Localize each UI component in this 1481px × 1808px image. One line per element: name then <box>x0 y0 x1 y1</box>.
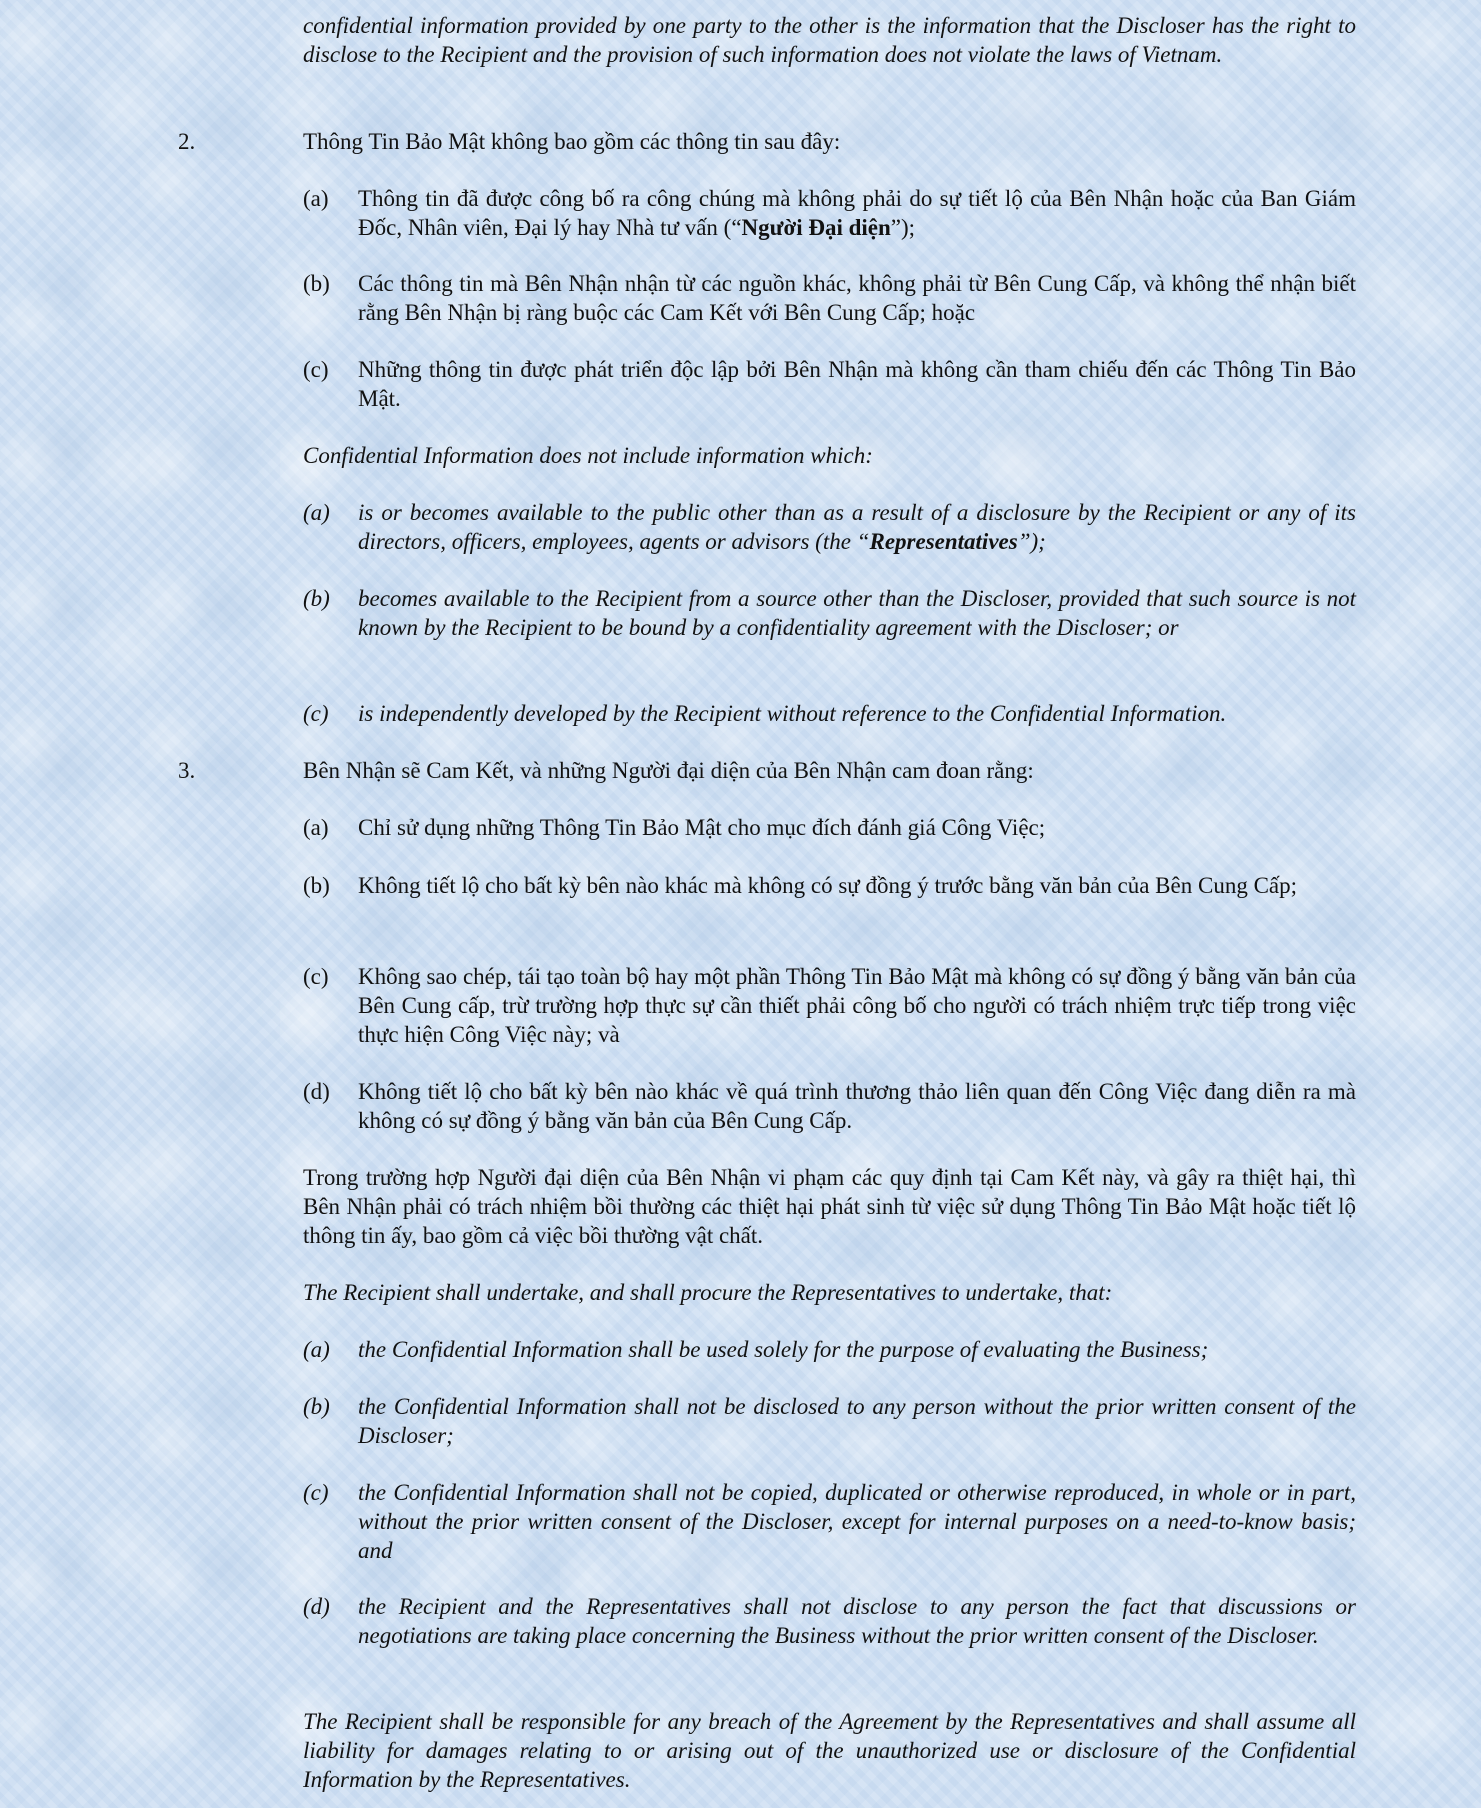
section-2-en-item-a <box>303 498 1356 556</box>
item-label: (a) <box>303 815 329 840</box>
item-text: the Confidential Information shall not be copied, duplicated or otherwise reproduced, in whole or in part, without the prior written consent of the Discloser, except for internal purposes on a need-to-know basis; and <box>358 1480 1356 1563</box>
item-text: becomes available to the Recipient from a source other than the Discloser, provided that such source is not known by the Recipient to be bound by a confidentiality agreement with the Discloser; or <box>358 586 1356 640</box>
section-3-heading-en: The Recipient shall undertake, and shall procure the Representatives to undertake, that: <box>303 1280 1113 1305</box>
section-2-vi-item-b <box>303 269 1356 327</box>
item-text: the Confidential Information shall not be disclosed to any person without the prior written consent of the Discloser; <box>358 1394 1356 1448</box>
item-label: (d) <box>303 1079 330 1104</box>
section-3-paragraph-vi: Trong trường hợp Người đại diện của Bên Nhận vi phạm các quy định tại Cam Kết này, và gây ra thiệt hại, thì Bên Nhận phải có trách nhiệm bồi thường các thiệt hại phát sinh từ việc sử dụng Thông Tin Bảo Mật hoặc tiết lộ thông tin ấy, bao gồm cả việc bồi thường vật chất. <box>303 1165 1356 1248</box>
section-3-en-item-a <box>303 1335 1356 1364</box>
item-label: (c) <box>303 357 329 382</box>
item-label: (c) <box>303 1480 329 1505</box>
item-text: Các thông tin mà Bên Nhận nhận từ các nguồn khác, không phải từ Bên Cung Cấp, và không thể nhận biết rằng Bên Nhận bị ràng buộc các Cam Kết với Bên Cung Cấp; hoặc <box>358 271 1356 325</box>
defined-term: Người Đại diện <box>741 215 891 240</box>
item-text: is independently developed by the Recipient without reference to the Confidential Information. <box>358 701 1227 726</box>
item-text: is or becomes available to the public other than as a result of a disclosure by the Recipient or any of its directors, officers, employees, agents or advisors (the “Representatives”); <box>358 500 1356 554</box>
section-3-vi-item-c <box>303 962 1356 1049</box>
item-label: (b) <box>303 1394 330 1419</box>
section-3-number: 3. <box>178 758 196 783</box>
section-3-heading-vi: Bên Nhận sẽ Cam Kết, và những Người đại diện của Bên Nhận cam đoan rằng: <box>303 758 1034 783</box>
item-text: Những thông tin được phát triển độc lập bởi Bên Nhận mà không cần tham chiếu đến các Thông Tin Bảo Mật. <box>358 357 1356 411</box>
item-label: (d) <box>303 1594 330 1619</box>
section-3-vi-item-a <box>303 813 1356 842</box>
section-3-vi-item-d <box>303 1077 1356 1135</box>
section-2-vi-item-a <box>303 184 1356 242</box>
section-2-heading-vi: Thông Tin Bảo Mật không bao gồm các thông tin sau đây: <box>303 129 841 154</box>
item-text: Không sao chép, tái tạo toàn bộ hay một phần Thông Tin Bảo Mật mà không có sự đồng ý bằng văn bản của Bên Cung cấp, trừ trường hợp thực sự cần thiết phải công bố cho người có trách nhiệm trực tiếp trong việc thực hiện Công Việc này; và <box>358 964 1356 1047</box>
section-2-en-item-c <box>303 699 1356 728</box>
section-3-paragraph-en: The Recipient shall be responsible for any breach of the Agreement by the Representatives and shall assume all liability for damages relating to or arising out of the unauthorized use or disclosure of the Confidential Information by the Representatives. <box>303 1709 1356 1792</box>
item-text: Thông tin đã được công bố ra công chúng mà không phải do sự tiết lộ của Bên Nhận hoặc của Ban Giám Đốc, Nhân viên, Đại lý hay Nhà tư vấn (“Người Đại diện”); <box>358 186 1356 240</box>
section-2-en-item-b <box>303 584 1356 642</box>
section-3-en-item-c <box>303 1478 1356 1565</box>
item-label: (a) <box>303 500 330 525</box>
section-2-number: 2. <box>178 129 196 154</box>
item-text: the Recipient and the Representatives shall not disclose to any person the fact that discussions or negotiations are taking place concerning the Business without the prior written consent of the Discloser. <box>358 1594 1356 1648</box>
item-label: (b) <box>303 586 330 611</box>
item-text: Chỉ sử dụng những Thông Tin Bảo Mật cho mục đích đánh giá Công Việc; <box>358 815 1046 840</box>
section-3-en-item-b <box>303 1392 1356 1450</box>
defined-term: Representatives <box>869 529 1018 554</box>
item-text: Không tiết lộ cho bất kỳ bên nào khác về quá trình thương thảo liên quan đến Công Việc đang diễn ra mà không có sự đồng ý bằng văn bản của Bên Cung Cấp. <box>358 1079 1356 1133</box>
item-label: (c) <box>303 964 329 989</box>
section-3-vi-item-b <box>303 871 1356 900</box>
item-label: (b) <box>303 271 330 296</box>
section-2-vi-item-c <box>303 355 1356 413</box>
intro-paragraph-en: confidential information provided by one party to the other is the information that the Discloser has the right to disclose to the Recipient and the provision of such information does not violate the laws of Vietnam. <box>303 13 1356 67</box>
item-label: (b) <box>303 873 330 898</box>
item-text: Không tiết lộ cho bất kỳ bên nào khác mà không có sự đồng ý trước bằng văn bản của Bên Cung Cấp; <box>358 873 1298 898</box>
section-2-heading-en: Confidential Information does not include information which: <box>303 443 873 468</box>
item-label: (c) <box>303 701 329 726</box>
section-3-en-item-d <box>303 1592 1356 1650</box>
item-label: (a) <box>303 1337 330 1362</box>
item-text: the Confidential Information shall be used solely for the purpose of evaluating the Business; <box>358 1337 1209 1362</box>
item-label: (a) <box>303 186 329 211</box>
